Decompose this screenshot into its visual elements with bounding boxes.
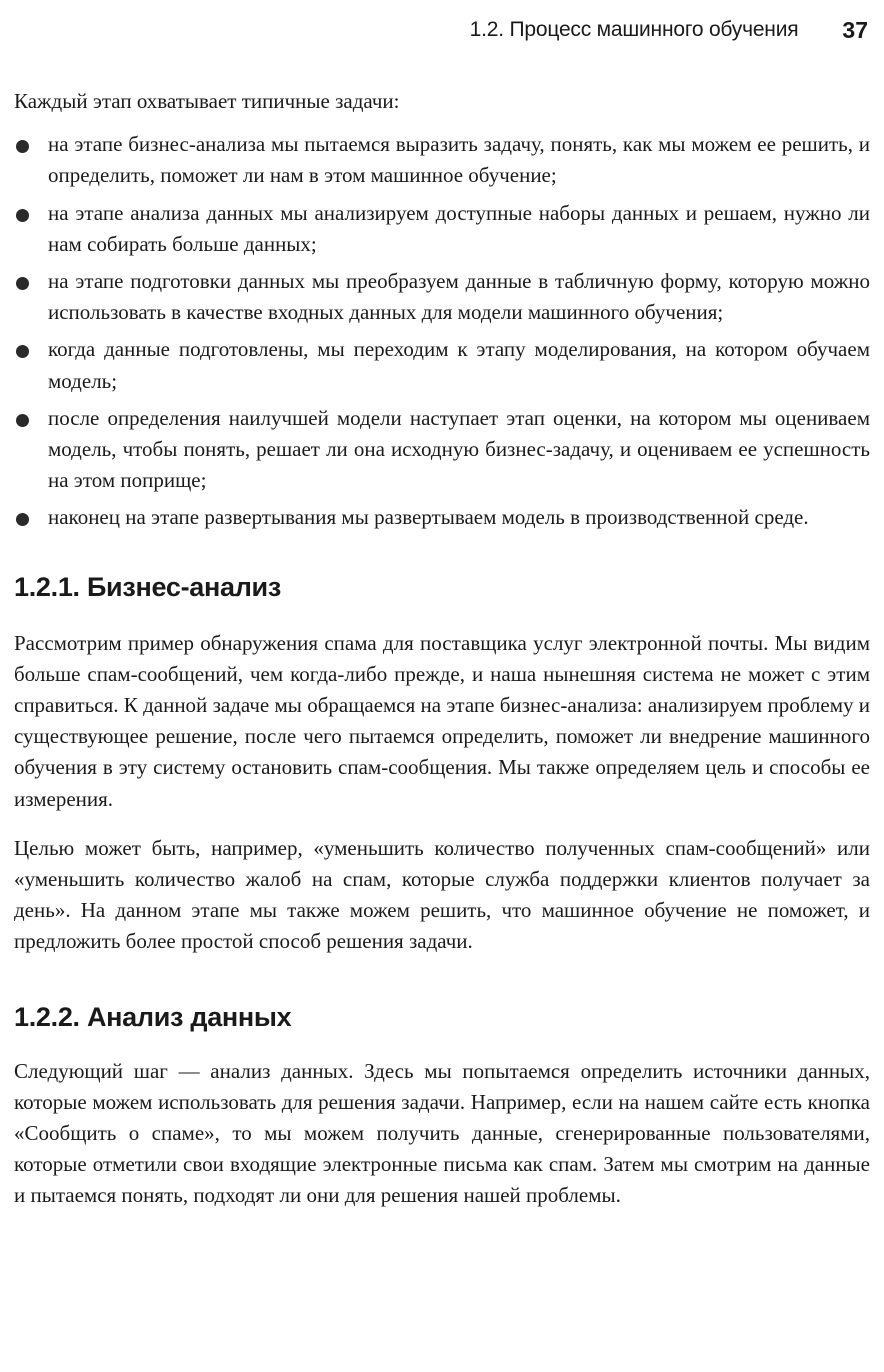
page-body xyxy=(14,86,870,1212)
body-paragraph: Целью может быть, например, «уменьшить количество полученных спам-сообщений» или «уменьшить количество жалоб на спам, которые служба поддержки клиентов получает за день». На данном этапе мы также можем решить, что машинное обучение не поможет, и предложить более простой способ решения задачи. xyxy=(14,835,870,954)
page-header xyxy=(16,14,868,46)
running-title: 1.2. Процесс машинного обучения xyxy=(469,18,799,41)
list-item: на этапе подготовки данных мы преобразуем данные в табличную форму, которую можно использовать в качестве входных данных для модели машинного обучения; xyxy=(14,266,870,328)
body-paragraph: Рассмотрим пример обнаружения спама для поставщика услуг электронной почты. Мы видим больше спам-сообщений, чем когда-либо прежде, и наша нынешняя система не может с этим справиться. К данной задаче мы обращаемся на этапе бизнес-анализа: анализируем проблему и существующее решение, после чего пытаемся определить, поможет ли внедрение машинного обучения в эту систему остановить спам-сообщения. Мы также определяем цель и способы ее измерения. xyxy=(14,630,870,811)
page-number: 37 xyxy=(842,16,868,43)
body-paragraph: Следующий шаг — анализ данных. Здесь мы попытаемся определить источники данных, которые можем использовать для решения задачи. Например, если на нашем сайте есть кнопка «Сообщить о спаме», то мы можем получить данные, сгенерированные пользователями, которые отметили свои входящие электронные письма как спам. Затем мы смотрим на данные и пытаемся понять, подходят ли они для решения нашей проблемы. xyxy=(14,1058,870,1208)
section-heading-data-analysis: 1.2.2. Анализ данных xyxy=(14,1001,292,1032)
intro-paragraph: Каждый этап охватывает типичные задачи: xyxy=(14,89,400,113)
list-item: когда данные подготовлены, мы переходим к этапу моделирования, на котором обучаем модель; xyxy=(14,334,870,396)
section-heading-business-analysis: 1.2.1. Бизнес-анализ xyxy=(14,571,281,602)
list-item: наконец на этапе развертывания мы развертываем модель в производственной среде. xyxy=(14,502,870,533)
list-item: после определения наилучшей модели наступает этап оценки, на котором мы оцениваем модель, чтобы понять, решает ли она исходную бизнес-задачу, и оцениваем ее успешность на этом поприще; xyxy=(14,403,870,497)
stage-task-list xyxy=(14,129,870,533)
list-item: на этапе бизнес-анализа мы пытаемся выразить задачу, понять, как мы можем ее решить, и определить, поможет ли нам в этом машинное обучение; xyxy=(14,129,870,191)
list-item: на этапе анализа данных мы анализируем доступные наборы данных и решаем, нужно ли нам собирать больше данных; xyxy=(14,198,870,260)
